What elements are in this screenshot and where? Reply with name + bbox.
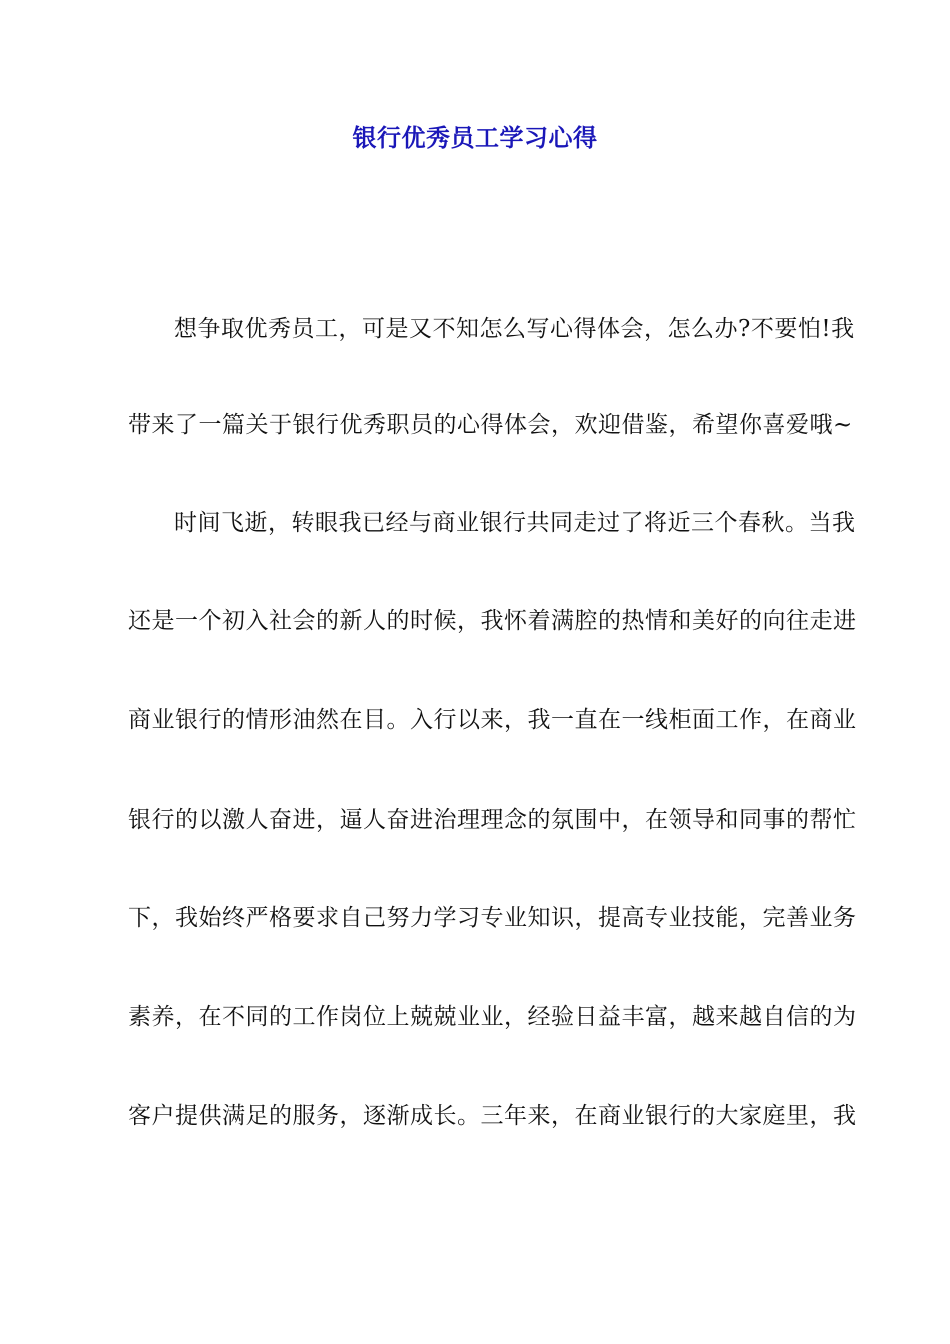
- paragraph-1-line-1: 想争取优秀员工，可是又不知怎么写心得体会，怎么办?不要怕!我: [174, 316, 855, 342]
- paragraph-2-line-4: 银行的以激人奋进，逼人奋进治理理念的氛围中，在领导和同事的帮忙: [128, 807, 857, 833]
- paragraph-2-line-1: 时间飞逝，转眼我已经与商业银行共同走过了将近三个春秋。当我: [174, 510, 856, 536]
- paragraph-2-line-6: 素养，在不同的工作岗位上兢兢业业，经验日益丰富，越来越自信的为: [128, 1004, 857, 1030]
- paragraph-2-line-7: 客户提供满足的服务，逐渐成长。三年来，在商业银行的大家庭里，我: [128, 1103, 857, 1129]
- paragraph-2-line-5: 下，我始终严格要求自己努力学习专业知识，提高专业技能，完善业务: [128, 905, 857, 931]
- paragraph-2-line-3: 商业银行的情形油然在目。入行以来，我一直在一线柜面工作，在商业: [128, 707, 857, 733]
- document-title: 银行优秀员工学习心得: [352, 124, 598, 152]
- paragraph-1-line-2: 带来了一篇关于银行优秀职员的心得体会，欢迎借鉴，希望你喜爱哦~: [128, 412, 853, 438]
- paragraph-2-line-2: 还是一个初入社会的新人的时候，我怀着满腔的热情和美好的向往走进: [128, 608, 857, 634]
